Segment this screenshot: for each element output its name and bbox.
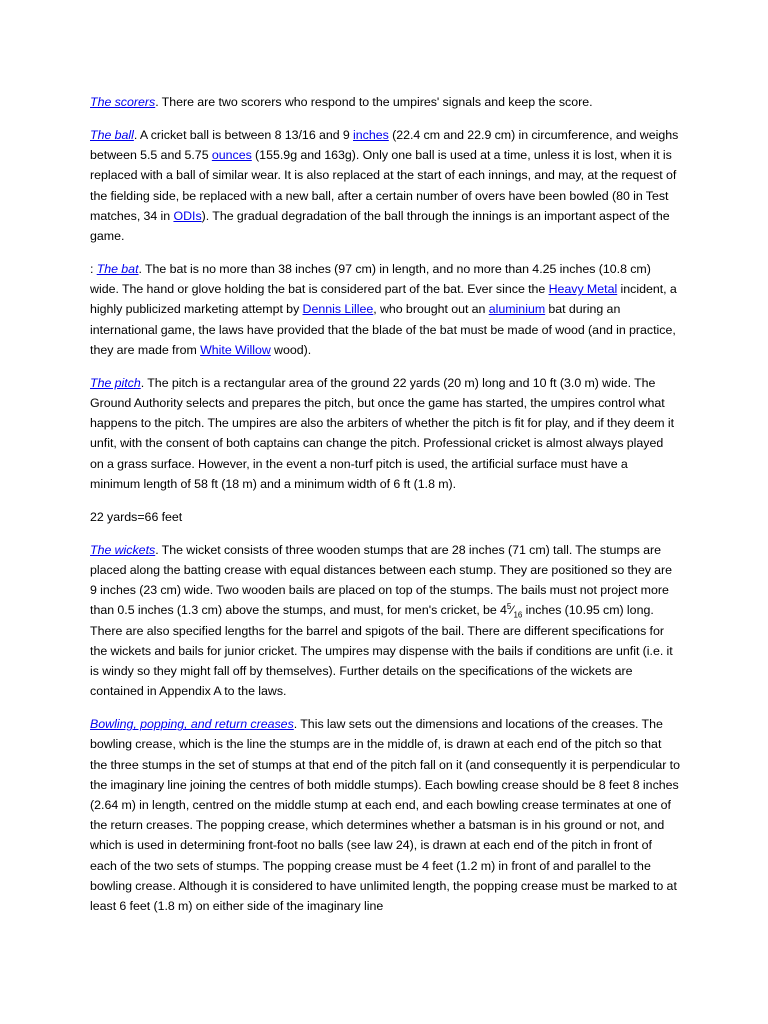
bat-text-3: , who brought out an — [373, 302, 489, 317]
creases-heading-link[interactable]: Bowling, popping, and return creases — [90, 717, 294, 732]
ball-text-1: . A cricket ball is between 8 13/16 and 9 — [133, 128, 353, 142]
ball-text-4: ). The gradual degradation of the ball through the innings is an important aspect of the game. — [90, 208, 670, 244]
creases-text: . This law sets out the dimensions and locations of the creases. The bowling crease, which is the line the stumps are in the middle of, is drawn at each end of the pitch so that the three stumps in the set of stumps at that end of the pitch fall on it (and consequently it is perpendicular to the imaginary line joining the centres of both middle stumps). Each bowling crease should be 8 feet 8 inches (2.64 m) in length, centred on the middle stump at each end, and each bowling crease terminates at one of the return creases. The popping crease, which determines whether a batsman is in his ground or not, and which is used in determining front-foot no balls (see law 24), is drawn at each end of the pitch in front of each of the two sets of stumps. The popping crease must be 4 feet (1.2 m) in front of and parallel to the bowling crease. Although it is considered to have unlimited length, the popping crease must be marked to at least 6 feet (1.8 m) on either side of the imaginary line — [90, 717, 681, 914]
fraction-numerator: 5 — [506, 602, 512, 612]
paragraph-yards-note — [90, 507, 680, 527]
inches-link[interactable]: inches — [353, 128, 389, 142]
pitch-text: . The pitch is a rectangular area of the ground 22 yards (20 m) long and 10 ft (3.0 m) wide. The Ground Authority selects and prepares the pitch, but once the game has started, the umpires control what happens to the pitch. The umpires are also the arbiters of whether the pitch is fit for play, and if they deem it unfit, with the consent of both captains can change the pitch. Professional cricket is almost always played on a grass surface. However, in the event a non-turf pitch is used, the artificial surface must have a minimum length of 58 ft (18 m) and a minimum width of 6 ft (1.8 m). — [90, 375, 675, 491]
wickets-text-2: inches (10.95 cm) long. There are also specified lengths for the barrel and spigots of the bail. There are different specifications for the wickets and bails for junior cricket. The umpires may dispense with the bails if conditions are unfit (i.e. it is windy so they might fall off by themselves). Further details on the specifications of the wickets are contained in Appendix A to the laws. — [90, 603, 673, 699]
ounces-link[interactable]: ounces — [211, 148, 252, 163]
paragraph-scorers — [90, 92, 680, 112]
scorers-text: . There are two scorers who respond to the umpires' signals and keep the score. — [155, 95, 593, 109]
bat-text-1: . The bat is no more than 38 inches (97 cm) in length, and no more than 4.25 inches (10.8 cm) wide. The hand or glove holding the bat is considered part of the bat. Ever since the — [90, 262, 651, 297]
ball-text-3: (155.9g and 163g). Only one ball is used at a time, unless it is lost, when it is replaced with a ball of similar wear. It is also replaced at the start of each innings, and may, at the request of the fielding side, be replaced with a new ball, after a certain number of overs have been bowled (80 in Test matches, 34 in — [90, 148, 677, 223]
bat-heading-link[interactable]: The bat — [96, 262, 139, 277]
bat-text-2: incident, a highly publicized marketing attempt by — [90, 282, 677, 317]
white-willow-link[interactable]: White Willow — [200, 342, 271, 357]
paragraph-bat — [90, 259, 680, 360]
bail-length-fraction: $^5⁄_{16}$ — [506, 602, 523, 620]
aluminium-link[interactable]: aluminium — [488, 302, 546, 317]
document-page — [90, 92, 680, 929]
yards-note-text: 22 yards=66 feet — [90, 509, 183, 524]
odis-link[interactable]: ODIs — [173, 208, 202, 223]
pitch-heading-link[interactable]: The pitch — [90, 375, 141, 390]
dennis-lillee-link[interactable]: Dennis Lillee — [302, 302, 374, 317]
bat-text-5: wood). — [270, 342, 312, 357]
bat-prefix: : — [90, 262, 97, 277]
paragraph-wickets — [90, 540, 680, 702]
paragraph-creases — [90, 714, 680, 916]
ball-text-2: (22.4 cm and 22.9 cm) in circumference, and weighs between 5.5 and 5.75 — [90, 128, 679, 163]
wickets-text-1: . The wicket consists of three wooden stumps that are 28 inches (71 cm) tall. The stumps are placed along the batting crease with equal distances between each stump. They are positioned so they are 9 inches (23 cm) wide. Two wooden bails are placed on top of the stumps. The bails must not project more than 0.5 inches (1.3 cm) above the stumps, and must, for men's cricket, be 4 — [90, 542, 673, 618]
ball-heading-link[interactable]: The ball — [90, 128, 134, 142]
scorers-heading-link[interactable]: The scorers — [90, 95, 156, 109]
paragraph-ball — [90, 125, 680, 246]
heavy-metal-link[interactable]: Heavy Metal — [548, 282, 618, 297]
paragraph-pitch — [90, 373, 680, 494]
wickets-heading-link[interactable]: The wickets — [90, 542, 156, 557]
fraction-denominator: 16 — [513, 610, 523, 620]
bat-text-4: bat during an international game, the laws have provided that the blade of the bat must be made of wood (and in practice, they are made from — [90, 302, 676, 357]
